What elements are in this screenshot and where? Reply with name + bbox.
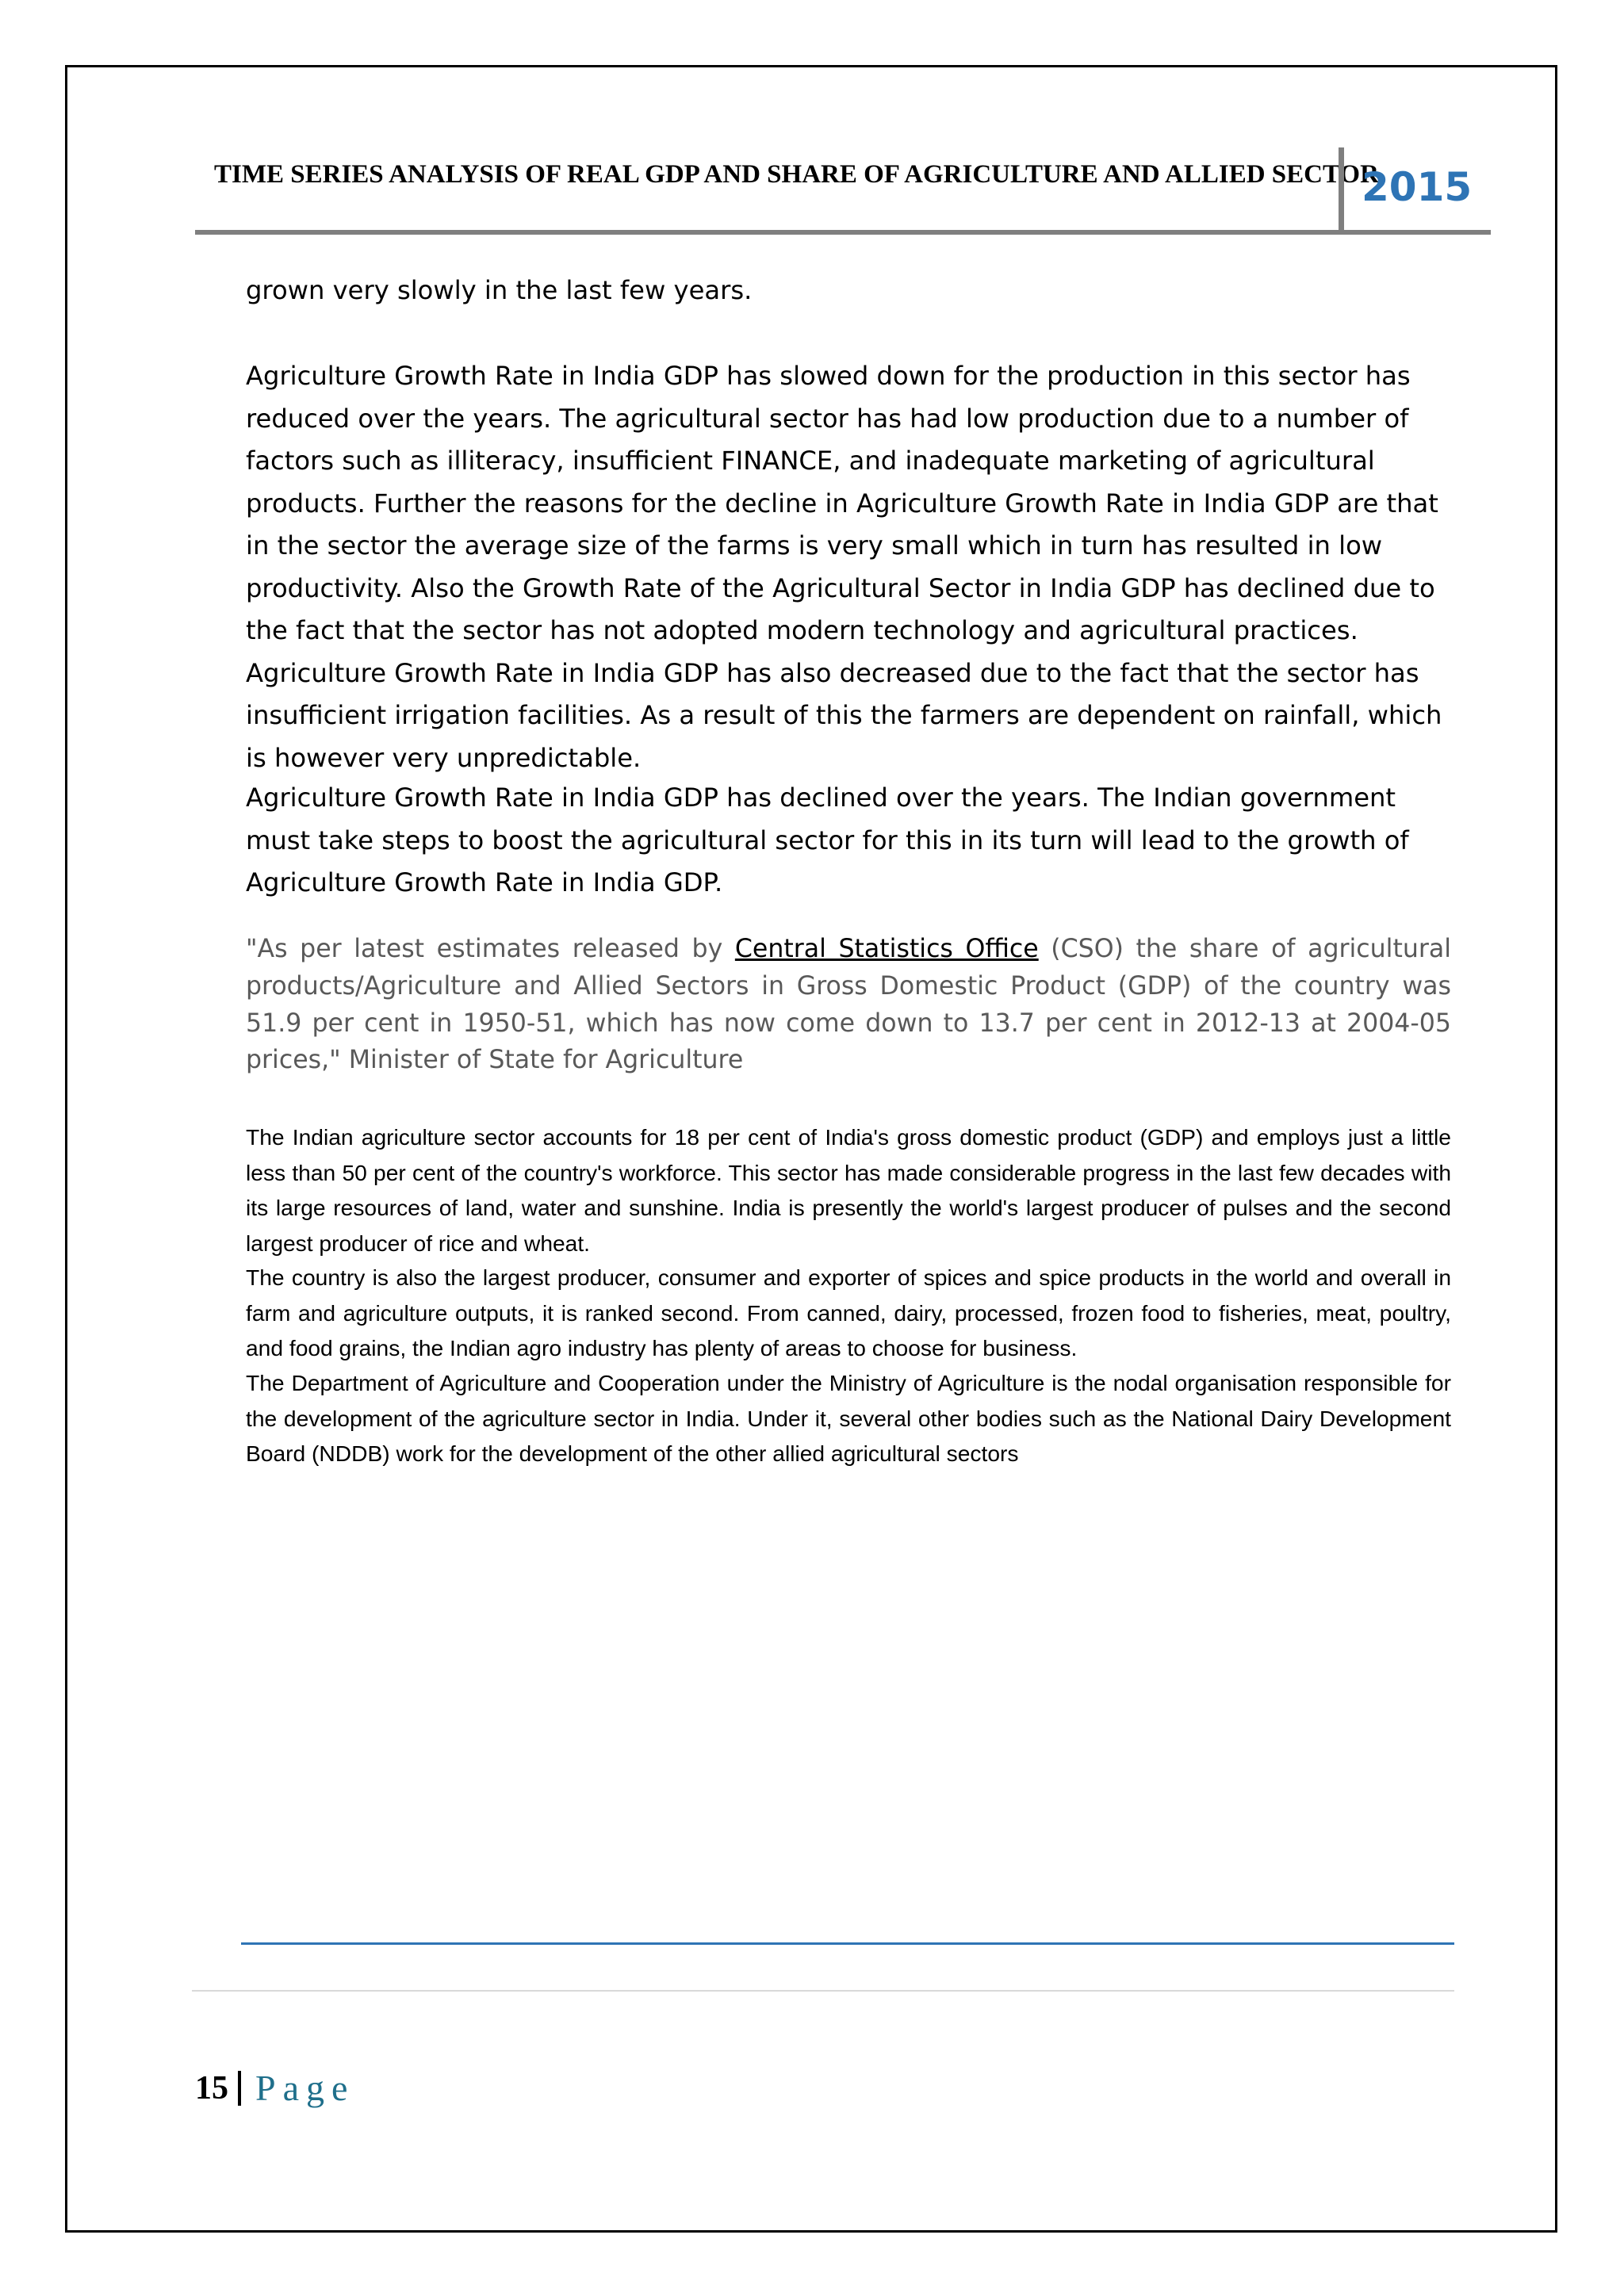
document-year: 2015 [1362, 164, 1473, 210]
cso-link[interactable]: Central Statistics Office [734, 935, 1039, 963]
document-title: TIME SERIES ANALYSIS OF REAL GDP AND SHARE OF AGRICULTURE AND ALLIED SECTOR [214, 160, 1379, 189]
page-footer [195, 2064, 354, 2112]
quote-text-after: (CSO) the share of agricultural products/Agriculture and Allied Sectors in Gross Domestic Product (GDP) of the country was 51.9 per cent in 1950-51, which has now come down to 13.7 per cent in 2012-13 at 2004-05 prices," Minister of State for Agriculture [246, 935, 1451, 1075]
cso-quote [246, 931, 1451, 1079]
year-box [1339, 147, 1489, 232]
page-separator [238, 2071, 241, 2106]
footer-grey-divider [192, 1990, 1454, 1992]
footer-blue-divider [241, 1942, 1454, 1945]
paragraph-growth-rate-slowdown: Agriculture Growth Rate in India GDP has slowed down for the production in this sector has reduced over the years. The agricultural sector has had low production due to a number of factors such as illiteracy, insufficient FINANCE, and inadequate marketing of agricultural products. Further the reasons for the decline in Agriculture Growth Rate in India GDP are that in the sector the average size of the farms is very small which in turn has resulted in low productivity. Also the Growth Rate of the Agricultural Sector in India GDP has declined due to the fact that the sector has not adopted modern technology and agricultural practices. Agriculture Growth Rate in India GDP has also decreased due to the fact that the sector has insufficient irrigation facilities. As a result of this the farmers are dependent on rainfall, which is however very unpredictable. [246, 361, 1442, 773]
paragraph-agriculture-sector-share: The Indian agriculture sector accounts for 18 per cent of India's gross domestic product (GDP) and employs just a little less than 50 per cent of the country's workforce. This sector has made considerable progress in the last few decades with its large resources of land, water and sunshine. India is presently the world's largest producer of pulses and the second largest producer of rice and wheat. [246, 1124, 1451, 1256]
page-label: Page [255, 2068, 355, 2108]
paragraph-growth-rate-decline: Agriculture Growth Rate in India GDP has declined over the years. The Indian government must take steps to boost the agricultural sector for this in its turn will lead to the growth of Agriculture Growth Rate in India GDP. [246, 783, 1409, 897]
header-divider [195, 230, 1491, 235]
page-header [195, 147, 1491, 235]
quote-text-before: "As per latest estimates released by [246, 935, 735, 963]
page-number: 15 [195, 2070, 228, 2107]
paragraph-department-of-agriculture: The Department of Agriculture and Cooperation under the Ministry of Agriculture is the nodal organisation responsible for the development of the agriculture sector in India. Under it, several other bodies such as the National Dairy Development Board (NDDB) work for the development of the other allied agricultural sectors [246, 1370, 1451, 1466]
paragraph-continuation: grown very slowly in the last few years. [246, 275, 753, 305]
paragraph-spices-producer: The country is also the largest producer, consumer and exporter of spices and spice products in the world and overall in farm and agriculture outputs, it is ranked second. From canned, dairy, processed, frozen food to fisheries, meat, poultry, and food grains, the Indian agro industry has plenty of areas to choose for business. [246, 1265, 1451, 1360]
